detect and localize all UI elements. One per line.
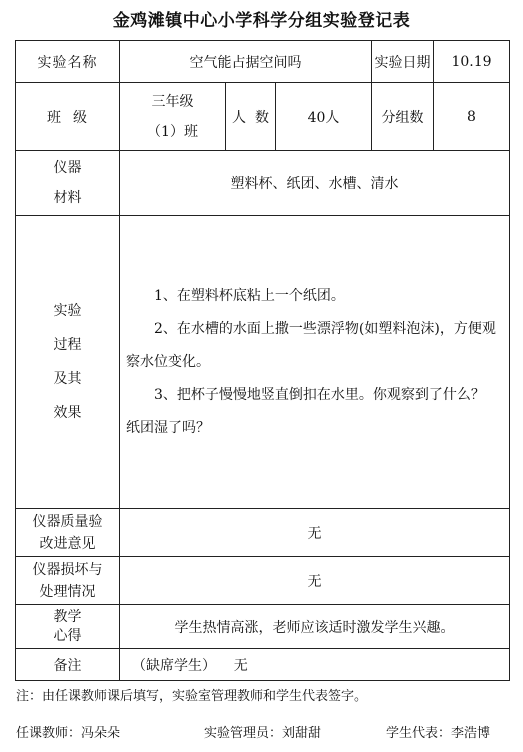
teaching-label-line1: 教学	[53, 608, 82, 625]
form-title: 金鸡滩镇中心小学科学分组实验登记表	[112, 11, 411, 31]
quality-value: 无	[120, 509, 510, 557]
quality-label-line2: 改进意见	[39, 535, 96, 552]
lab-manager-signature: 实验管理员：刘甜甜	[204, 726, 322, 741]
row-teaching	[16, 605, 510, 649]
process-label-line: 实验	[53, 303, 82, 319]
student-count-value: 40人	[276, 83, 372, 151]
class-section: （1）班	[147, 123, 198, 140]
damage-label-line2: 处理情况	[39, 583, 96, 600]
materials-value: 塑料杯、纸团、水槽、清水	[120, 151, 510, 216]
student-rep-signature: 学生代表：李浩博	[386, 726, 491, 741]
process-step-1: 1、在塑料杯底粘上一个纸团。	[154, 287, 345, 304]
experiment-name-label: 实验名称	[16, 41, 120, 83]
process-label	[16, 216, 120, 509]
teacher-signature: 任课教师：冯朵朵	[16, 726, 121, 741]
row-remarks	[16, 649, 510, 681]
damage-label-line1: 仪器损坏与	[32, 561, 103, 578]
experiment-date-label: 实验日期	[372, 41, 434, 83]
quality-label	[16, 509, 120, 557]
teaching-label	[16, 605, 120, 649]
process-label-line: 效果	[53, 405, 82, 421]
experiment-name-value: 空气能占据空间吗	[120, 41, 372, 83]
row-damage	[16, 557, 510, 605]
row-quality	[16, 509, 510, 557]
class-grade: 三年级	[151, 93, 194, 110]
footer-note: 注：由任课教师课后填写，实验室管理教师和学生代表签字。	[16, 689, 368, 704]
damage-label	[16, 557, 120, 605]
row-process	[16, 216, 510, 509]
materials-label	[16, 151, 120, 216]
process-steps	[120, 216, 510, 509]
materials-label-line2: 材料	[53, 190, 82, 206]
class-value	[120, 83, 226, 151]
remarks-value: （缺席学生） 无	[120, 649, 510, 681]
group-count-label: 分组数	[372, 83, 434, 151]
process-step-3: 3、把杯子慢慢地竖直倒扣在水里。你观察到了什么？ 纸团湿了吗？	[126, 386, 485, 436]
process-step-2: 2、在水槽的水面上撒一些漂浮物(如塑料泡沫)，方便观察水位变化。	[126, 320, 496, 370]
registration-table	[15, 40, 510, 681]
process-label-line: 过程	[53, 337, 82, 353]
process-label-line: 及其	[53, 371, 82, 387]
class-label: 班 级	[16, 83, 120, 151]
teaching-label-line2: 心得	[53, 627, 82, 644]
row-experiment-name	[16, 41, 510, 83]
experiment-date-value: 10.19	[434, 41, 510, 83]
remarks-label: 备注	[16, 649, 120, 681]
row-materials	[16, 151, 510, 216]
student-count-label: 人 数	[226, 83, 276, 151]
teaching-value: 学生热情高涨，老师应该适时激发学生兴趣。	[120, 605, 510, 649]
row-class	[16, 83, 510, 151]
quality-label-line1: 仪器质量验	[32, 513, 103, 530]
damage-value: 无	[120, 557, 510, 605]
group-count-value: 8	[434, 83, 510, 151]
materials-label-line1: 仪器	[53, 160, 82, 176]
